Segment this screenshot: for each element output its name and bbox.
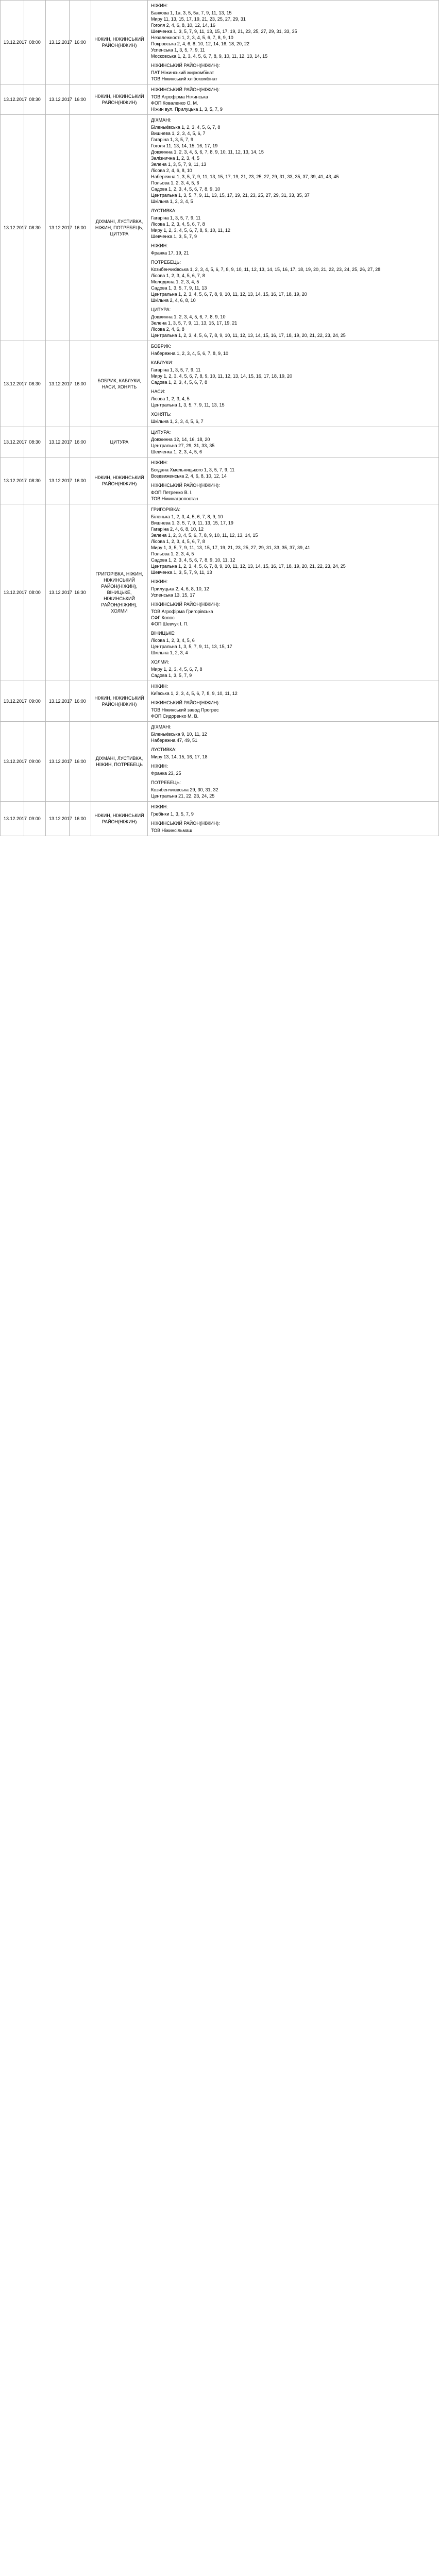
street-entry: Лісова 1, 2, 3, 4, 5, 6, 7, 8	[151, 273, 205, 278]
street-entry: Гагаріна 1, 3, 5, 7, 9, 11	[151, 215, 201, 221]
street-entry: Лісова 2, 4, 6, 8, 10	[151, 168, 192, 173]
end-time: 16:00	[70, 341, 91, 427]
address-list	[148, 504, 439, 681]
street-entry: Гагаріна 1, 3, 5, 7, 9, 11	[151, 367, 201, 372]
start-time: 09:00	[24, 681, 46, 722]
street-entry: Вишнева 1, 2, 3, 4, 5, 6, 7	[151, 131, 206, 136]
street-entry: Садова 1, 3, 5, 7, 9	[151, 673, 192, 678]
start-date: 13.12.2017	[1, 504, 24, 681]
settlement-heading: НІЖИНСЬКИЙ РАЙОН(НІЖИН):	[151, 602, 220, 607]
street-entry: Гагаріна 1, 3, 5, 7, 9	[151, 137, 193, 142]
address-list	[148, 722, 439, 802]
street-entry: Успенська 13, 15, 17	[151, 592, 195, 598]
settlement-heading: НІЖИН:	[151, 243, 168, 248]
end-date: 13.12.2017	[46, 427, 70, 457]
schedule-row	[1, 681, 439, 722]
settlements: НІЖИН, НІЖИНСЬКИЙ РАЙОН(НІЖИН)	[91, 457, 148, 504]
street-entry: Миру 11, 13, 15, 17, 19, 21, 23, 25, 27, 29, 31	[151, 16, 246, 22]
street-entry: Центральна 21, 22, 23, 24, 25	[151, 793, 215, 799]
street-entry: Шкільна 2, 4, 6, 8, 10	[151, 298, 196, 303]
address-list	[148, 115, 439, 341]
street-entry: Центральна 1, 3, 5, 7, 9, 11, 13, 15	[151, 402, 225, 408]
street-entry: ФОП Петренко В. І.	[151, 490, 193, 495]
start-time: 08:30	[24, 427, 46, 457]
schedule-rows	[1, 1, 439, 836]
street-entry: Набережна 1, 3, 5, 7, 9, 11, 13, 15, 17, 19, 21, 23, 25, 27, 29, 31, 33, 35, 37, 39, 41, 43, 45	[151, 174, 339, 179]
street-entry: Центральна 1, 2, 3, 4, 5, 6, 7, 8, 9, 10, 11, 12, 13, 14, 15, 16, 17, 18, 19, 20	[151, 292, 307, 297]
settlements: НІЖИН, НІЖИНСЬКИЙ РАЙОН(НІЖИН)	[91, 1, 148, 84]
street-entry: Покровська 2, 4, 6, 8, 10, 12, 14, 16, 18, 20, 22	[151, 41, 250, 46]
street-entry: Миру 1, 3, 5, 7, 9, 11, 13, 15, 17, 19, 21, 23, 25, 27, 29, 31, 33, 35, 37, 39, 41	[151, 545, 310, 550]
street-entry: Польова 1, 2, 3, 4, 5, 6	[151, 180, 199, 185]
start-time: 08:30	[24, 84, 46, 115]
end-time: 16:00	[70, 84, 91, 115]
street-entry: Шевченка 1, 3, 5, 7, 9, 11, 13	[151, 570, 212, 575]
outage-schedule-table	[0, 0, 439, 836]
start-date: 13.12.2017	[1, 1, 24, 84]
settlements: НІЖИН, НІЖИНСЬКИЙ РАЙОН(НІЖИН)	[91, 802, 148, 836]
street-entry: Шкільна 1, 2, 3, 4, 5, 6, 7	[151, 419, 204, 424]
schedule-row	[1, 504, 439, 681]
street-entry: ФОП Шевчук І. П.	[151, 621, 189, 626]
schedule-row	[1, 802, 439, 836]
street-entry: ТОВ Агрофірма Ніжинська	[151, 94, 208, 99]
settlement-heading: ДІХМАНІ:	[151, 117, 172, 123]
street-entry: Лісова 1, 2, 3, 4, 5, 6, 7, 8	[151, 222, 205, 227]
settlement-heading: НАСИ:	[151, 389, 165, 394]
address-list	[148, 341, 439, 427]
street-entry: Козибенчиківська 29, 30, 31, 32	[151, 787, 218, 792]
street-entry: Центральна 1, 3, 5, 7, 9, 11, 13, 15, 17	[151, 644, 232, 649]
settlement-heading: ХОЛМИ:	[151, 659, 169, 665]
street-entry: Лісова 1, 2, 3, 4, 5, 6	[151, 638, 195, 643]
schedule-row	[1, 341, 439, 427]
settlement-heading: НІЖИН:	[151, 3, 168, 8]
street-entry: Шкільна 1, 2, 3, 4	[151, 650, 188, 655]
street-entry: ТОВ Агрофірма Григорівська	[151, 609, 213, 614]
street-entry: Гребінки 1, 3, 5, 7, 9	[151, 811, 194, 817]
end-date: 13.12.2017	[46, 802, 70, 836]
street-entry: Біленьківська 1, 2, 3, 4, 5, 6, 7, 8	[151, 125, 221, 130]
street-entry: Франка 17, 19, 21	[151, 250, 189, 256]
start-time: 08:00	[24, 504, 46, 681]
street-entry: Лісова 1, 2, 3, 4, 5	[151, 396, 190, 401]
street-entry: Успенська 1, 3, 5, 7, 9, 11	[151, 47, 205, 53]
street-entry: Шкільна 1, 2, 3, 4, 5	[151, 199, 193, 204]
start-date: 13.12.2017	[1, 722, 24, 802]
address-list	[148, 681, 439, 722]
end-time: 16:00	[70, 722, 91, 802]
street-entry: Гагаріна 2, 4, 6, 8, 10, 12	[151, 527, 204, 532]
settlements: ДІХМАНІ, ЛУСТИВКА, НІЖИН, ПОТРЕБЕЦЬ	[91, 722, 148, 802]
street-entry: Шевченка 1, 2, 3, 4, 5, 6	[151, 449, 202, 454]
settlements: БОБРИК, КАБЛУКИ, НАСИ, ХОНЯТЬ	[91, 341, 148, 427]
settlement-heading: ПОТРЕБЕЦЬ:	[151, 780, 181, 785]
settlement-heading: ГРИГОРІВКА:	[151, 507, 180, 512]
settlements: НІЖИН, НІЖИНСЬКИЙ РАЙОН(НІЖИН)	[91, 84, 148, 115]
street-entry: Центральна 27, 29, 31, 33, 35	[151, 443, 215, 448]
street-entry: Зелена 1, 3, 5, 7, 9, 11, 13	[151, 162, 207, 167]
settlement-heading: ЛУСТИВКА:	[151, 208, 177, 213]
schedule-row	[1, 427, 439, 457]
end-date: 13.12.2017	[46, 84, 70, 115]
street-entry: Київська 1, 2, 3, 4, 5, 6, 7, 8, 9, 10, 11, 12	[151, 691, 238, 696]
end-date: 13.12.2017	[46, 1, 70, 84]
end-date: 13.12.2017	[46, 722, 70, 802]
settlements: ЦИТУРА	[91, 427, 148, 457]
street-entry: Франка 23, 25	[151, 771, 181, 776]
street-entry: Центральна 1, 3, 5, 7, 9, 11, 13, 15, 17, 19, 21, 23, 25, 27, 29, 31, 33, 35, 37	[151, 193, 310, 198]
address-list	[148, 457, 439, 504]
start-time: 09:00	[24, 722, 46, 802]
end-date: 13.12.2017	[46, 115, 70, 341]
end-time: 16:30	[70, 504, 91, 681]
settlement-heading: ЛУСТИВКА:	[151, 747, 177, 752]
street-entry: ТОВ Ніжинагропостач	[151, 496, 198, 501]
settlement-heading: НІЖИН:	[151, 460, 168, 465]
address-list	[148, 427, 439, 457]
street-entry: Довжинна 1, 2, 3, 4, 5, 6, 7, 8, 9, 10, 11, 12, 13, 14, 15	[151, 149, 264, 155]
end-time: 16:00	[70, 457, 91, 504]
street-entry: ТОВ Ніжинський завод Прогрес	[151, 707, 219, 713]
start-date: 13.12.2017	[1, 802, 24, 836]
schedule-row	[1, 1, 439, 84]
street-entry: Гоголя 11, 13, 14, 15, 16, 17, 19	[151, 143, 218, 148]
address-list	[148, 84, 439, 115]
street-entry: Садова 1, 2, 3, 4, 5, 6, 7, 8, 9, 10, 11, 12	[151, 557, 235, 563]
street-entry: Гоголя 2, 4, 6, 8, 10, 12, 14, 16	[151, 23, 215, 28]
end-time: 16:00	[70, 115, 91, 341]
schedule-row	[1, 722, 439, 802]
end-time: 16:00	[70, 427, 91, 457]
street-entry: ТОВ Ніжинсільмаш	[151, 828, 192, 833]
settlement-heading: НІЖИН:	[151, 579, 168, 584]
street-entry: Лісова 2, 4, 6, 8	[151, 327, 184, 332]
address-list	[148, 1, 439, 84]
settlements: ДІХМАНІ, ЛУСТИВКА, НІЖИН, ПОТРЕБЕЦЬ, ЦИТУРА	[91, 115, 148, 341]
settlement-heading: НІЖИНСЬКИЙ РАЙОН(НІЖИН):	[151, 821, 220, 826]
street-entry: Банкова 1, 1а, 3, 5, 5а, 7, 9, 11, 13, 15	[151, 10, 232, 15]
street-entry: Миру 1, 2, 3, 4, 5, 6, 7, 8	[151, 667, 202, 672]
settlement-heading: ХОНЯТЬ:	[151, 412, 172, 417]
end-time: 16:00	[70, 1, 91, 84]
street-entry: Центральна 1, 2, 3, 4, 5, 6, 7, 8, 9, 10, 11, 12, 13, 14, 15, 16, 17, 18, 19, 20, 21, 22, 23, 24, 25	[151, 564, 346, 569]
street-entry: Набережна 47, 49, 51	[151, 738, 198, 743]
street-entry: Молодіжна 1, 2, 3, 4, 5	[151, 279, 199, 284]
street-entry: Зелена 1, 3, 5, 7, 9, 11, 13, 15, 17, 19, 21	[151, 320, 238, 326]
street-entry: Прилуцька 2, 4, 6, 8, 10, 12	[151, 586, 209, 591]
start-date: 13.12.2017	[1, 84, 24, 115]
street-entry: Незалежності 1, 2, 3, 4, 5, 6, 7, 8, 9, 10	[151, 35, 233, 40]
settlement-heading: ВІНИЦЬКЕ:	[151, 631, 176, 636]
end-time: 16:00	[70, 802, 91, 836]
settlement-heading: НІЖИН:	[151, 764, 168, 769]
street-entry: ФОП Сидоренко М. В.	[151, 714, 199, 719]
street-entry: Довжинна 12, 14, 16, 18, 20	[151, 437, 210, 442]
settlement-heading: НІЖИНСЬКИЙ РАЙОН(НІЖИН):	[151, 87, 220, 92]
settlement-heading: ПОТРЕБЕЦЬ:	[151, 260, 181, 265]
street-entry: Біленьківська 9, 10, 11, 12	[151, 732, 207, 737]
street-entry: Садова 1, 2, 3, 4, 5, 6, 7, 8	[151, 380, 208, 385]
schedule-row	[1, 84, 439, 115]
start-time: 08:00	[24, 1, 46, 84]
settlement-heading: БОБРИК:	[151, 344, 171, 349]
schedule-row	[1, 457, 439, 504]
start-date: 13.12.2017	[1, 427, 24, 457]
street-entry: Воздвиженська 2, 4, 6, 8, 10, 12, 14	[151, 473, 227, 479]
street-entry: Московська 1, 2, 3, 4, 5, 6, 7, 8, 9, 10, 11, 12, 13, 14, 15	[151, 54, 268, 59]
settlement-heading: ЦИТУРА:	[151, 430, 171, 435]
street-entry: Біленька 1, 2, 3, 4, 5, 6, 7, 8, 9, 10	[151, 514, 223, 519]
street-entry: ТОВ Ніжинський хлібокомбінат	[151, 76, 217, 81]
settlement-heading: НІЖИНСЬКИЙ РАЙОН(НІЖИН):	[151, 483, 220, 488]
start-time: 08:30	[24, 341, 46, 427]
settlements: НІЖИН, НІЖИНСЬКИЙ РАЙОН(НІЖИН)	[91, 681, 148, 722]
settlement-heading: КАБЛУКИ:	[151, 360, 173, 365]
end-date: 13.12.2017	[46, 341, 70, 427]
street-entry: Ніжин вул. Прилуцька 1, 3, 5, 7, 9	[151, 107, 223, 112]
street-entry: Вишнева 1, 3, 5, 7, 9, 11, 13, 15, 17, 19	[151, 520, 233, 526]
street-entry: Польова 1, 2, 3, 4, 5	[151, 551, 194, 556]
schedule-row	[1, 115, 439, 341]
street-entry: СФГ Колос	[151, 615, 175, 620]
start-date: 13.12.2017	[1, 457, 24, 504]
end-date: 13.12.2017	[46, 457, 70, 504]
settlement-heading: НІЖИНСЬКИЙ РАЙОН(НІЖИН):	[151, 700, 220, 705]
street-entry: Залізнична 1, 2, 3, 4, 5	[151, 156, 200, 161]
street-entry: Садова 1, 3, 5, 7, 9, 11, 13	[151, 285, 207, 291]
start-time: 08:30	[24, 115, 46, 341]
settlement-heading: НІЖИН:	[151, 804, 168, 809]
end-date: 13.12.2017	[46, 681, 70, 722]
street-entry: Зелена 1, 2, 3, 4, 5, 6, 7, 8, 9, 10, 11, 12, 13, 14, 15	[151, 533, 258, 538]
street-entry: Богдана Хмельницького 1, 3, 5, 7, 9, 11	[151, 467, 235, 472]
street-entry: Миру 1, 2, 3, 4, 5, 6, 7, 8, 9, 10, 11, 12, 13, 14, 15, 16, 17, 18, 19, 20	[151, 374, 292, 379]
end-date: 13.12.2017	[46, 504, 70, 681]
start-time: 09:00	[24, 802, 46, 836]
settlement-heading: НІЖИНСЬКИЙ РАЙОН(НІЖИН):	[151, 63, 220, 68]
street-entry: Миру 13, 14, 15, 16, 17, 18	[151, 754, 208, 759]
address-list	[148, 802, 439, 836]
street-entry: ФОП Коваленко О. М.	[151, 100, 198, 106]
street-entry: ПАТ Ніжинський жиркомбінат	[151, 70, 214, 75]
street-entry: Садова 1, 2, 3, 4, 5, 6, 7, 8, 9, 10	[151, 187, 221, 192]
street-entry: Козибенчиківська 1, 2, 3, 4, 5, 6, 7, 8, 9, 10, 11, 12, 13, 14, 15, 16, 17, 18, 19, 20, 21, 22, 23, 24, 25, 26, 27, 28	[151, 267, 381, 272]
settlement-heading: ДІХМАНІ:	[151, 724, 172, 730]
street-entry: Набережна 1, 2, 3, 4, 5, 6, 7, 8, 9, 10	[151, 351, 229, 356]
street-entry: Миру 1, 2, 3, 4, 5, 6, 7, 8, 9, 10, 11, 12	[151, 228, 230, 233]
street-entry: Шевченка 1, 3, 5, 7, 9	[151, 234, 197, 239]
settlement-heading: ЦИТУРА:	[151, 307, 171, 312]
street-entry: Довжинна 1, 2, 3, 4, 5, 6, 7, 8, 9, 10	[151, 314, 226, 319]
start-date: 13.12.2017	[1, 341, 24, 427]
street-entry: Центральна 1, 2, 3, 4, 5, 6, 7, 8, 9, 10, 11, 12, 13, 14, 15, 16, 17, 18, 19, 20, 21, 22, 23, 24, 25	[151, 333, 346, 338]
settlements: ГРИГОРІВКА, НІЖИН, НІЖИНСЬКИЙ РАЙОН(НІЖИН), ВІНИЦЬКЕ, НІЖИНСЬКИЙ РАЙОН(НІЖИН), ХОЛМИ	[91, 504, 148, 681]
end-time: 16:00	[70, 681, 91, 722]
start-date: 13.12.2017	[1, 115, 24, 341]
street-entry: Шевченка 1, 3, 5, 7, 9, 11, 13, 15, 17, 19, 21, 23, 25, 27, 29, 31, 33, 35	[151, 29, 297, 34]
start-date: 13.12.2017	[1, 681, 24, 722]
start-time: 08:30	[24, 457, 46, 504]
street-entry: Лісова 1, 2, 3, 4, 5, 6, 7, 8	[151, 539, 205, 544]
settlement-heading: НІЖИН:	[151, 684, 168, 689]
